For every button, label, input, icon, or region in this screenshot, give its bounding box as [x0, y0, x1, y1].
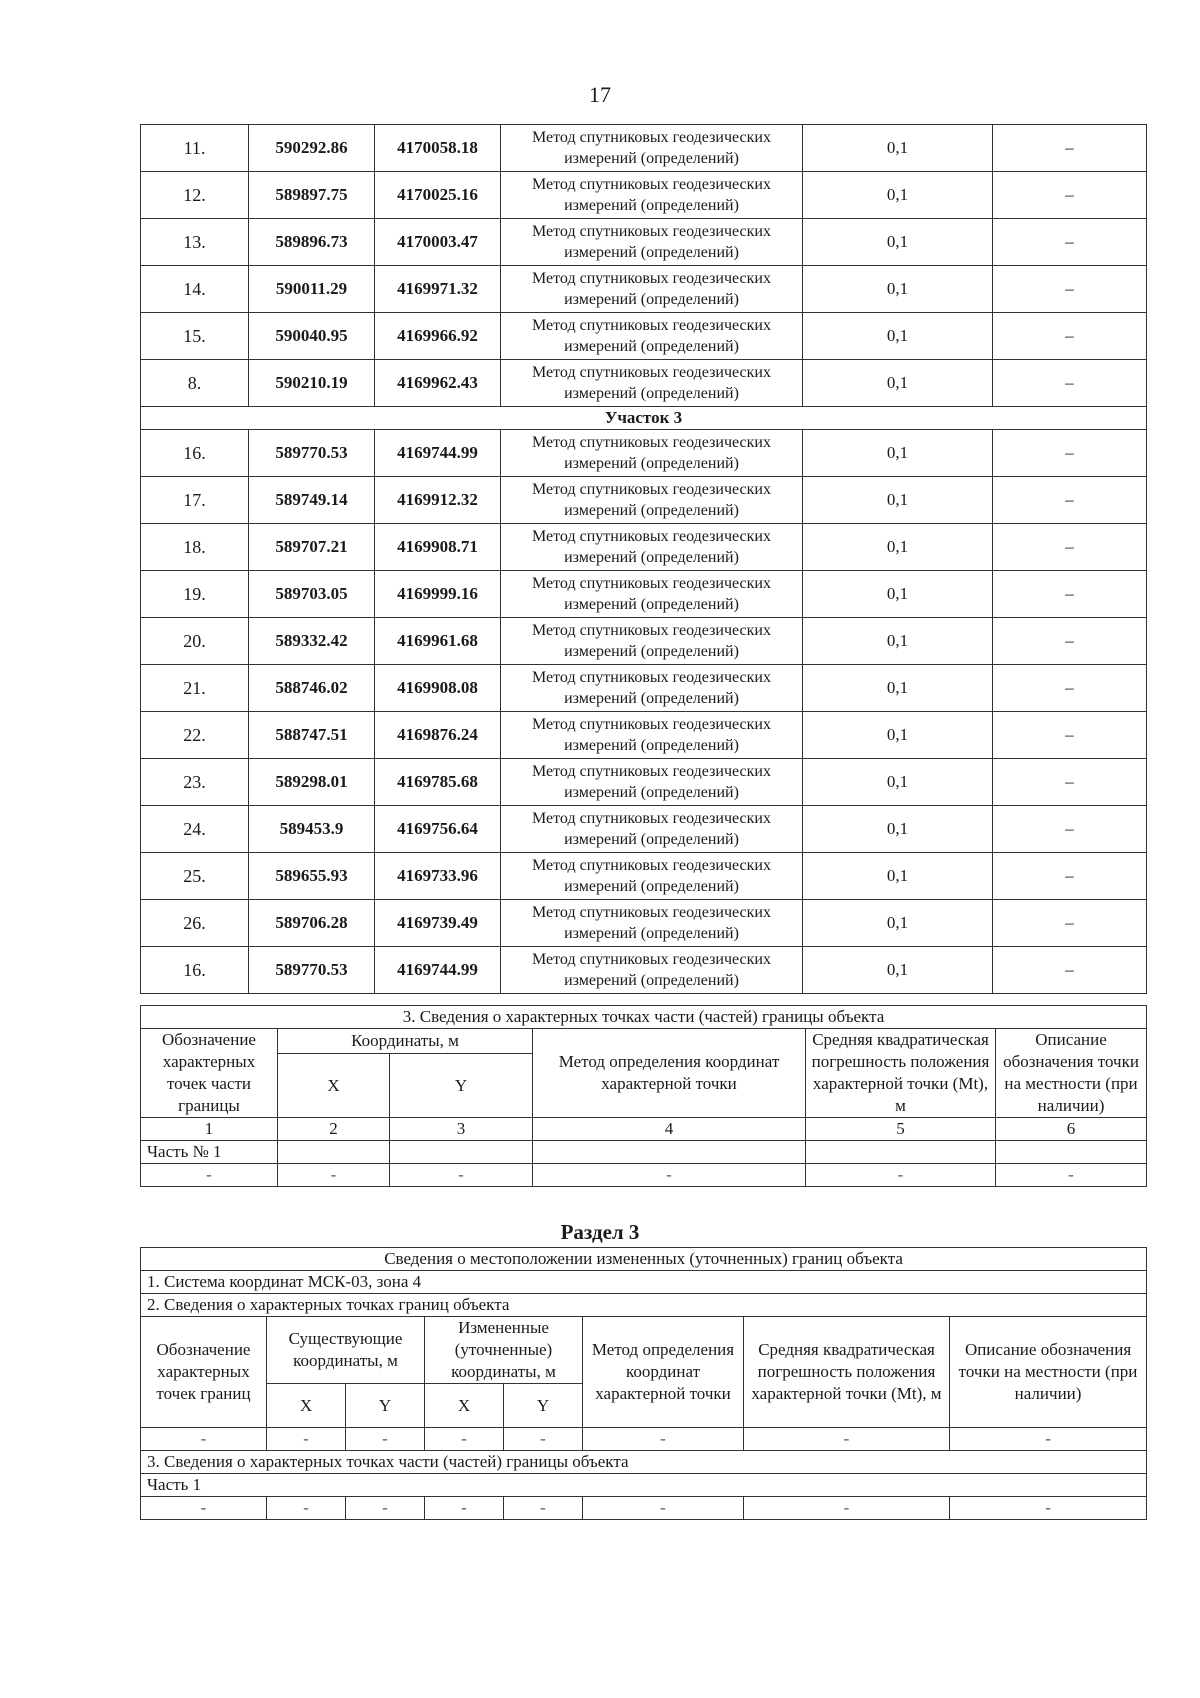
table-row [141, 219, 1147, 266]
method-cell: Метод спутниковых геодезических измерений (определений) [501, 172, 803, 219]
point-number: 17. [141, 477, 249, 524]
method-cell: Метод спутниковых геодезических измерений (определений) [501, 759, 803, 806]
accuracy-cell: 0,1 [803, 477, 993, 524]
description-cell: – [993, 360, 1147, 407]
page-number: 17 [589, 82, 611, 107]
table-row [141, 806, 1147, 853]
coordinate-x: 589655.93 [249, 853, 375, 900]
table-row [141, 477, 1147, 524]
description-cell: – [993, 313, 1147, 360]
part-label: Часть 1 [141, 1474, 1147, 1497]
description-cell: – [993, 571, 1147, 618]
point-number: 15. [141, 313, 249, 360]
method-cell: Метод спутниковых геодезических измерений (определений) [501, 712, 803, 759]
table-row [141, 759, 1147, 806]
empty-value: - [583, 1497, 744, 1520]
accuracy-cell: 0,1 [803, 900, 993, 947]
coordinate-x: 588746.02 [249, 665, 375, 712]
empty-cell [996, 1141, 1147, 1164]
description-cell: – [993, 712, 1147, 759]
method-cell: Метод спутниковых геодезических измерений (определений) [501, 430, 803, 477]
accuracy-cell: 0,1 [803, 806, 993, 853]
coordinate-x: 590040.95 [249, 313, 375, 360]
empty-value: - [996, 1164, 1147, 1187]
method-cell: Метод спутниковых геодезических измерений (определений) [501, 665, 803, 712]
coordinate-y: 4169876.24 [375, 712, 501, 759]
coordinate-x: 589770.53 [249, 430, 375, 477]
point-number: 23. [141, 759, 249, 806]
coordinate-y: 4169999.16 [375, 571, 501, 618]
empty-value: - [390, 1164, 533, 1187]
accuracy-cell: 0,1 [803, 665, 993, 712]
column-number: 6 [996, 1118, 1147, 1141]
method-cell: Метод спутниковых геодезических измерений (определений) [501, 219, 803, 266]
accuracy-cell: 0,1 [803, 430, 993, 477]
table-row [141, 900, 1147, 947]
method-cell: Метод спутниковых геодезических измерений (определений) [501, 313, 803, 360]
accuracy-cell: 0,1 [803, 266, 993, 313]
header-description: Описание обозначения точки на местности (при наличии) [996, 1029, 1147, 1118]
description-cell: – [993, 759, 1147, 806]
empty-value: - [346, 1428, 425, 1451]
table-row [141, 266, 1147, 313]
coordinate-x: 589706.28 [249, 900, 375, 947]
point-number: 21. [141, 665, 249, 712]
description-cell: – [993, 172, 1147, 219]
coordinate-y: 4169966.92 [375, 313, 501, 360]
point-number: 12. [141, 172, 249, 219]
column-number: 4 [533, 1118, 806, 1141]
empty-value: - [504, 1428, 583, 1451]
empty-value: - [806, 1164, 996, 1187]
empty-value: - [950, 1428, 1147, 1451]
coordinate-x: 589749.14 [249, 477, 375, 524]
accuracy-cell: 0,1 [803, 360, 993, 407]
accuracy-cell: 0,1 [803, 618, 993, 665]
header-coordinates: Координаты, м [278, 1029, 533, 1054]
coordinate-y: 4169744.99 [375, 430, 501, 477]
coordinate-y: 4169908.71 [375, 524, 501, 571]
table-row [141, 665, 1147, 712]
table-row [141, 947, 1147, 994]
points-title: 2. Сведения о характерных точках границ объекта [141, 1294, 1147, 1317]
coordinates-table [140, 124, 1147, 994]
coordinate-y: 4170025.16 [375, 172, 501, 219]
coordinate-y: 4170003.47 [375, 219, 501, 266]
changed-boundaries-table [140, 1247, 1147, 1520]
column-number: 5 [806, 1118, 996, 1141]
parts-points-table [140, 1005, 1147, 1187]
header-existing-coordinates: Существующие координаты, м [267, 1317, 425, 1384]
point-number: 18. [141, 524, 249, 571]
coordinate-y: 4169785.68 [375, 759, 501, 806]
column-number: 3 [390, 1118, 533, 1141]
coordinate-x: 589707.21 [249, 524, 375, 571]
coordinate-x: 590292.86 [249, 125, 375, 172]
header-y: Y [390, 1054, 533, 1118]
method-cell: Метод спутниковых геодезических измерений (определений) [501, 477, 803, 524]
coordinate-x: 588747.51 [249, 712, 375, 759]
method-cell: Метод спутниковых геодезических измерений (определений) [501, 806, 803, 853]
empty-value: - [583, 1428, 744, 1451]
header-x: X [278, 1054, 390, 1118]
parts-title: 3. Сведения о характерных точках части (частей) границы объекта [141, 1451, 1147, 1474]
coordinate-y: 4169912.32 [375, 477, 501, 524]
point-number: 26. [141, 900, 249, 947]
description-cell: – [993, 900, 1147, 947]
empty-value: - [533, 1164, 806, 1187]
method-cell: Метод спутниковых геодезических измерений (определений) [501, 618, 803, 665]
coordinate-y: 4169744.99 [375, 947, 501, 994]
empty-value: - [346, 1497, 425, 1520]
coordinate-x: 589453.9 [249, 806, 375, 853]
point-number: 20. [141, 618, 249, 665]
description-cell: – [993, 430, 1147, 477]
coordinate-y: 4169756.64 [375, 806, 501, 853]
header-designation: Обозначение характерных точек границ [141, 1317, 267, 1428]
table-row [141, 571, 1147, 618]
header-y: Y [504, 1384, 583, 1428]
header-x: X [425, 1384, 504, 1428]
point-number: 19. [141, 571, 249, 618]
method-cell: Метод спутниковых геодезических измерений (определений) [501, 853, 803, 900]
parts-table-title: 3. Сведения о характерных точках части (частей) границы объекта [141, 1006, 1147, 1029]
empty-value: - [744, 1497, 950, 1520]
section-title: Раздел 3 [560, 1220, 640, 1244]
coordinate-y: 4169961.68 [375, 618, 501, 665]
header-changed-coordinates: Измененные (уточненные) координаты, м [425, 1317, 583, 1384]
empty-value: - [425, 1428, 504, 1451]
accuracy-cell: 0,1 [803, 172, 993, 219]
point-number: 14. [141, 266, 249, 313]
method-cell: Метод спутниковых геодезических измерений (определений) [501, 266, 803, 313]
table-row [141, 524, 1147, 571]
header-accuracy: Средняя квадратическая погрешность положения характерной точки (Mt), м [806, 1029, 996, 1118]
coordinate-y: 4169908.08 [375, 665, 501, 712]
header-method: Метод определения координат характерной точки [583, 1317, 744, 1428]
coordinate-x: 589896.73 [249, 219, 375, 266]
method-cell: Метод спутниковых геодезических измерений (определений) [501, 947, 803, 994]
accuracy-cell: 0,1 [803, 571, 993, 618]
empty-value: - [267, 1428, 346, 1451]
coordinate-system: 1. Система координат МСК-03, зона 4 [141, 1271, 1147, 1294]
method-cell: Метод спутниковых геодезических измерений (определений) [501, 900, 803, 947]
coordinate-y: 4170058.18 [375, 125, 501, 172]
empty-value: - [425, 1497, 504, 1520]
description-cell: – [993, 477, 1147, 524]
header-description: Описание обозначения точки на местности (при наличии) [950, 1317, 1147, 1428]
header-x: X [267, 1384, 346, 1428]
coordinate-y: 4169971.32 [375, 266, 501, 313]
empty-value: - [278, 1164, 390, 1187]
section-row [141, 407, 1147, 430]
accuracy-cell: 0,1 [803, 947, 993, 994]
description-cell: – [993, 947, 1147, 994]
method-cell: Метод спутниковых геодезических измерений (определений) [501, 125, 803, 172]
coordinate-x: 589703.05 [249, 571, 375, 618]
table-row [141, 172, 1147, 219]
description-cell: – [993, 853, 1147, 900]
accuracy-cell: 0,1 [803, 125, 993, 172]
description-cell: – [993, 806, 1147, 853]
coordinate-y: 4169962.43 [375, 360, 501, 407]
point-number: 11. [141, 125, 249, 172]
empty-cell [278, 1141, 390, 1164]
table-title: Сведения о местоположении измененных (уточненных) границ объекта [141, 1248, 1147, 1271]
header-method: Метод определения координат характерной точки [533, 1029, 806, 1118]
accuracy-cell: 0,1 [803, 759, 993, 806]
table-row [141, 853, 1147, 900]
table-row [141, 618, 1147, 665]
coordinate-x: 589770.53 [249, 947, 375, 994]
coordinate-x: 589332.42 [249, 618, 375, 665]
description-cell: – [993, 266, 1147, 313]
method-cell: Метод спутниковых геодезических измерений (определений) [501, 524, 803, 571]
coordinate-y: 4169733.96 [375, 853, 501, 900]
column-number: 2 [278, 1118, 390, 1141]
description-cell: – [993, 618, 1147, 665]
coordinate-x: 589897.75 [249, 172, 375, 219]
table-row [141, 125, 1147, 172]
point-number: 22. [141, 712, 249, 759]
empty-value: - [141, 1164, 278, 1187]
coordinate-y: 4169739.49 [375, 900, 501, 947]
empty-value: - [950, 1497, 1147, 1520]
table-row [141, 360, 1147, 407]
empty-cell [806, 1141, 996, 1164]
accuracy-cell: 0,1 [803, 524, 993, 571]
header-accuracy: Средняя квадратическая погрешность положения характерной точки (Mt), м [744, 1317, 950, 1428]
accuracy-cell: 0,1 [803, 712, 993, 759]
point-number: 8. [141, 360, 249, 407]
method-cell: Метод спутниковых геодезических измерений (определений) [501, 571, 803, 618]
empty-cell [533, 1141, 806, 1164]
accuracy-cell: 0,1 [803, 853, 993, 900]
coordinate-x: 590210.19 [249, 360, 375, 407]
header-y: Y [346, 1384, 425, 1428]
description-cell: – [993, 665, 1147, 712]
method-cell: Метод спутниковых геодезических измерений (определений) [501, 360, 803, 407]
description-cell: – [993, 524, 1147, 571]
empty-value: - [141, 1428, 267, 1451]
coordinate-x: 589298.01 [249, 759, 375, 806]
empty-cell [390, 1141, 533, 1164]
description-cell: – [993, 219, 1147, 266]
table-row [141, 430, 1147, 477]
point-number: 16. [141, 947, 249, 994]
part-label: Часть № 1 [141, 1141, 278, 1164]
empty-value: - [504, 1497, 583, 1520]
empty-value: - [744, 1428, 950, 1451]
point-number: 25. [141, 853, 249, 900]
header-designation: Обозначение характерных точек части границы [141, 1029, 278, 1118]
table-row [141, 313, 1147, 360]
point-number: 13. [141, 219, 249, 266]
empty-value: - [141, 1497, 267, 1520]
coordinate-x: 590011.29 [249, 266, 375, 313]
accuracy-cell: 0,1 [803, 313, 993, 360]
table-row [141, 712, 1147, 759]
point-number: 24. [141, 806, 249, 853]
empty-value: - [267, 1497, 346, 1520]
point-number: 16. [141, 430, 249, 477]
section-label: Участок 3 [141, 407, 1147, 430]
accuracy-cell: 0,1 [803, 219, 993, 266]
description-cell: – [993, 125, 1147, 172]
column-number: 1 [141, 1118, 278, 1141]
